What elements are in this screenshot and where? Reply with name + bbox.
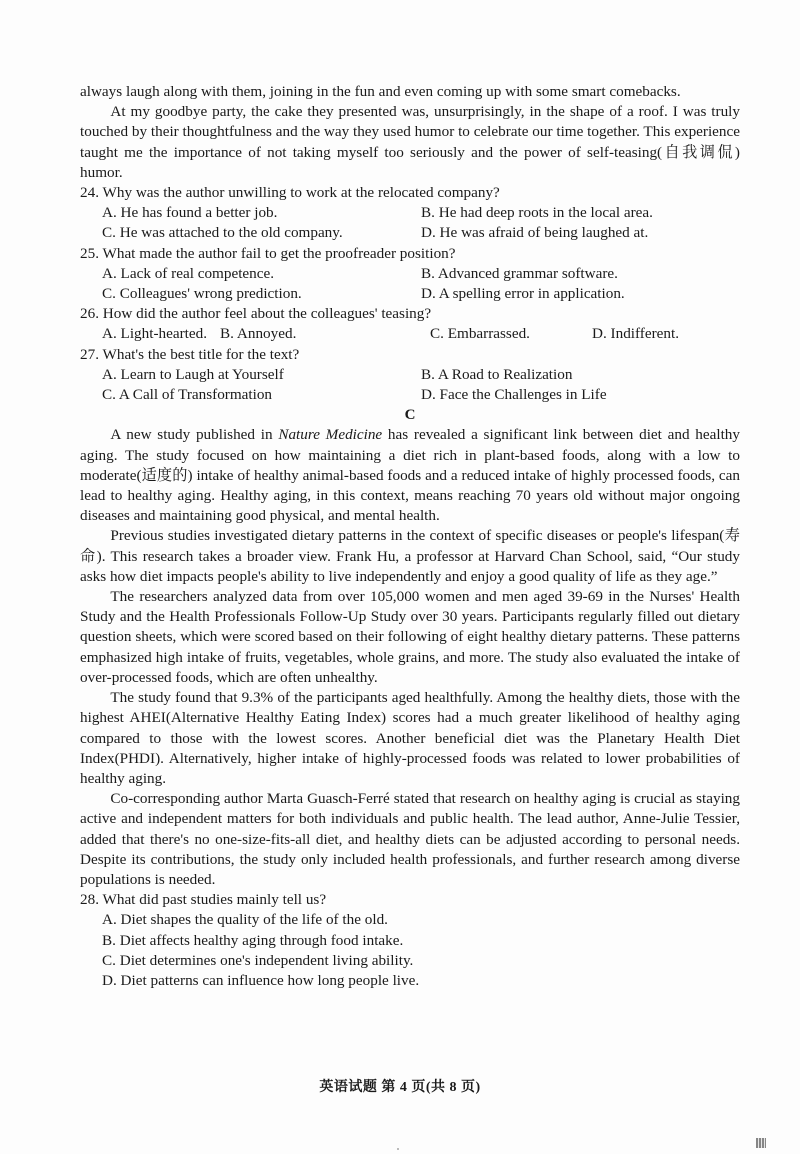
question-stem: What's the best title for the text? [102, 345, 300, 363]
passage-paragraph: At my goodbye party, the cake they presented was, unsurprisingly, in the shape of a roof. I was truly touched by their thoughtfulness and the way they used humor to celebrate our time together. This experience taught me the importance of not taking myself too seriously and the power of self-teasing(自我调侃) humor. [80, 103, 740, 181]
passage-paragraph: Previous studies investigated dietary patterns in the context of specific diseases or people's lifespan(寿命). This research takes a broader view. Frank Hu, a professor at Harvard Chan School, said, “Our study asks how diet impacts people's ability to live independently and enjoy a good quality of life as they age.” [80, 527, 740, 585]
option-a: A. Diet shapes the quality of the life of the old. [102, 911, 388, 929]
option-d: D. Indifferent. [592, 325, 680, 343]
option-c: C. He was attached to the old company. [102, 224, 343, 242]
option-d: D. A spelling error in application. [421, 285, 625, 303]
question-25 [80, 244, 740, 305]
option-d: D. Diet patterns can influence how long people live. [102, 971, 420, 989]
option-c: C. A Call of Transformation [102, 386, 273, 404]
option-a: A. Light-hearted. [102, 325, 208, 343]
question-27 [80, 345, 740, 406]
passage-paragraph: The researchers analyzed data from over 105,000 women and men aged 39-69 in the Nurses' Health Study and the Health Professionals Follow-Up Study over 30 years. Participants regularly filled out dietary question sheets, which were scored based on their following of eight healthy dietary patterns. These patterns emphasized high intake of fruits, vegetables, whole grains, and more. The study also evaluated the intake of over-processed foods, which are often unhealthy. [80, 588, 740, 686]
question-stem: Why was the author unwilling to work at the relocated company? [102, 184, 500, 202]
option-b: B. He had deep roots in the local area. [421, 204, 653, 222]
passage-paragraph: The study found that 9.3% of the participants aged healthfully. Among the healthy diets, those with the highest AHEI(Alternative Healthy Eating Index) scores had a much greater likelihood of healthy aging compared to those with the lowest scores. Another beneficial diet was the Planetary Health Diet Index(PHDI). Alternatively, higher intake of highly-processed foods was related to lower probabilities of healthy aging. [80, 689, 740, 787]
passage-paragraph: always laugh along with them, joining in the fun and even coming up with some smart comebacks. [80, 83, 681, 100]
option-a: A. Lack of real competence. [102, 264, 275, 282]
page-footer: 英语试题 第 4 页(共 8 页) [319, 1080, 481, 1095]
scan-mark [397, 1148, 399, 1150]
question-number: 28. [80, 891, 99, 909]
option-c: C. Colleagues' wrong prediction. [102, 285, 302, 303]
option-d: D. He was afraid of being laughed at. [421, 224, 649, 242]
option-a: A. He has found a better job. [102, 204, 278, 222]
text-run: A new study published in [110, 426, 279, 444]
question-stem: What made the author fail to get the proofreader position? [102, 244, 456, 262]
option-a: A. Learn to Laugh at Yourself [102, 365, 284, 383]
exam-page [80, 82, 740, 991]
question-number: 25. [80, 244, 99, 262]
qr-code-icon [756, 1138, 766, 1148]
question-26 [80, 304, 740, 344]
question-number: 24. [80, 184, 99, 202]
question-number: 27. [80, 345, 99, 363]
text-run: has revealed a significant link between diet and healthy aging. The study focused on how maintaining a diet rich in plant-based foods, along with a low to moderate(适度的) intake of healthy animal-based foods and a reduced intake of highly processed foods, can lead to healthy aging. Healthy aging, in this context, means reaching 70 years old without major ongoing diseases and maintaining good physical, and mental health. [80, 426, 740, 525]
question-stem: What did past studies mainly tell us? [102, 891, 327, 909]
option-c: C. Diet determines one's independent living ability. [102, 951, 414, 969]
section-heading: C [404, 407, 416, 424]
question-stem: How did the author feel about the colleagues' teasing? [102, 305, 432, 323]
option-b: B. A Road to Realization [421, 365, 573, 383]
passage-paragraph: Co-corresponding author Marta Guasch-Ferré stated that research on healthy aging is crucial as staying active and independent matters for both individuals and public health. The lead author, Anne-Julie Tessier, added that there's no one-size-fits-all diet, and healthy diets can be adjusted according to personal needs. Despite its contributions, the study only included health professionals, and further research among diverse populations is needed. [80, 790, 740, 888]
passage-paragraph [80, 425, 740, 526]
option-b: B. Annoyed. [220, 325, 297, 343]
question-number: 26. [80, 305, 99, 323]
option-c: C. Embarrassed. [430, 325, 530, 343]
option-b: B. Advanced grammar software. [421, 264, 618, 282]
question-24 [80, 183, 740, 244]
question-28 [80, 890, 740, 991]
option-d: D. Face the Challenges in Life [421, 386, 607, 404]
option-b: B. Diet affects healthy aging through food intake. [102, 931, 404, 949]
journal-title: Nature Medicine [278, 426, 383, 444]
